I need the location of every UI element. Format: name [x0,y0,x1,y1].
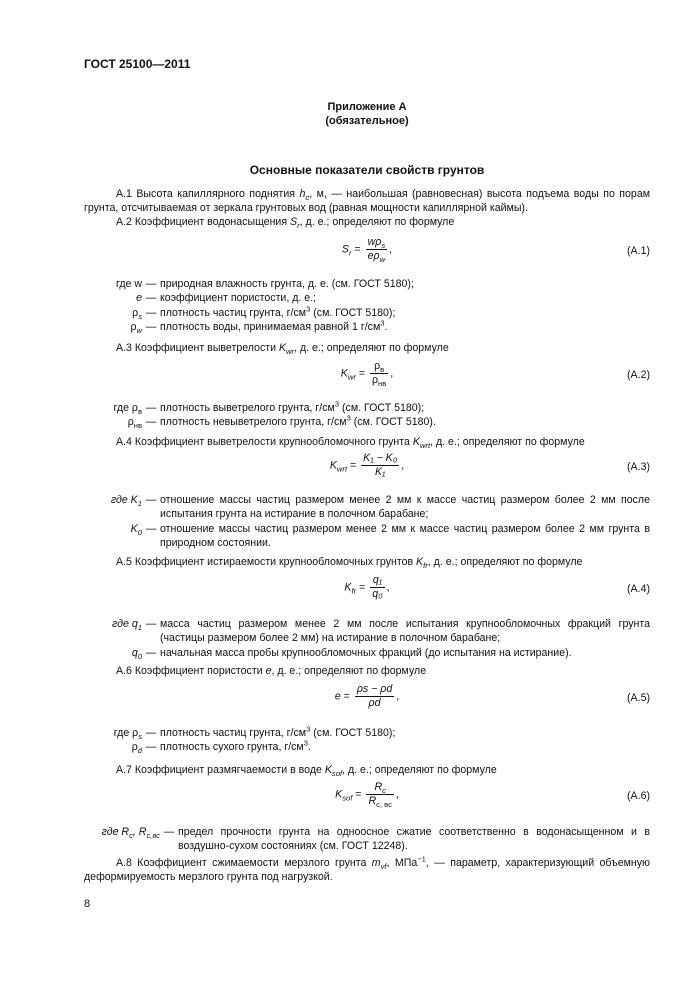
where-a2-text-3b: (см. ГОСТ 5180); [310,306,396,319]
formula-a1-eq: = [351,243,364,256]
formula-a2-denominator-sub: нв [378,379,387,389]
where-a5-sub-1: 1 [137,623,142,633]
formula-a3-number: (А.3) [627,461,650,473]
where-a7-symbol-mid: , R [132,826,147,838]
formula-a4-denominator: q₀ [372,588,383,601]
a7-symbol: K [324,764,332,776]
formula-a2-tail: , [390,367,394,380]
where-a4-row-2: $K_0$ — отношение массы частиц размером менее 2 мм к массе частиц размером более 2 мм грунта в природном состоянии. [130,522,650,550]
formula-a6-numerator-text: R [374,781,383,793]
a6-symbol: e [265,665,272,677]
where-a2-sup-3: 3 [306,304,311,314]
where-a2-symbol-4: ρ [130,321,137,334]
formula-a4-number: (А.4) [627,583,650,595]
formula-a6-number: (А.6) [627,790,650,802]
document-id: ГОСТ 25100—2011 [84,57,191,71]
formula-a6-fraction [366,781,393,808]
where-a4 [84,493,650,551]
formula-a4-tail: , [386,581,390,594]
formula-a3-fraction [361,452,399,479]
formula-a1-denominator-sub: w [379,255,386,265]
a4-text-2: , д. е.; определяют по формуле [430,436,585,448]
a6-text-2: , д. е.; определяют по формуле [271,665,427,677]
where-a6-text-2: плотность сухого грунта, г/см [160,741,304,754]
a3-text-1: А.3 Коэффициент выветрелости [116,342,279,354]
formula-a3 [84,452,650,482]
a1-text-2: , м, — наибольшая (равновесная) высота подъема воды по порам грунта, отсчитываемая от зеркала грунтовых вод (равная мощности капиллярной каймы). [84,188,650,215]
where-a4-text-1: отношение массы частиц размером менее 2 мм к массе частиц размером более 2 мм после испытания грунта на истирание в полочном барабане; [160,494,650,521]
formula-a6-denominator-sub: c, вс [376,800,392,810]
where-a6-text-2b: . [307,741,311,754]
where-a2-text-4b: . [384,321,388,334]
where-a7-sub-1: c [129,831,133,841]
formula-a2-lhs-sub: wr [347,372,356,382]
formula-a4 [84,574,650,604]
where-a3-symbol-1: где ρ [113,402,138,414]
a2-text-1: А.2 Коэффициент водонасыщения [116,216,291,228]
formula-a1-denominator [366,250,388,263]
where-a2-sub-3: s [138,311,142,321]
a8-text-3: , — параметр, характеризующий объемную деформируемость мерзлого грунта под нагрузкой. [84,857,650,884]
formula-a4-eq: = [356,581,369,594]
where-a2-row-2: e — коэффициент пористости, д. е.; [84,291,650,305]
a2-symbol-sub: r [297,221,300,231]
a5-text-1: А.5 Коэффициент истираемости крупнообломочных грунтов [116,556,417,568]
formula-a2-number: (А.2) [627,369,650,381]
where-a2-text-3: плотность частиц грунта, г/см [160,306,307,319]
where-a4-symbol-1: где K [110,494,138,506]
formula-a5-eq: = [340,690,353,703]
formula-a6-numerator-sub: c [382,786,386,796]
where-a2-text-1: природная влажность грунта, д. е. (см. ГОСТ 5180); [160,278,414,290]
where-a6-sub-2: d [137,746,142,756]
formula-a6-denominator [366,795,393,808]
formula-a5-number: (А.5) [627,692,650,704]
formula-a1 [84,236,650,266]
formula-a2-lhs: K [340,367,348,380]
a3-text-2: , д. е.; определяют по формуле [294,342,449,354]
where-a3-text-1b: (см. ГОСТ 5180); [339,402,425,414]
formula-a2-denominator-text: ρ [371,374,378,387]
where-a2-symbol-2: e [136,292,142,305]
formula-a1-numerator [366,236,388,250]
where-a7 [84,825,650,854]
formula-a1-numerator-text: wρ [367,236,382,248]
formula-a1-tail: , [389,243,393,256]
a8-text-2: , МПа [386,857,418,869]
a2-text-2: , д. е.; определяют по формуле [299,216,455,228]
where-a3-row-2: $\rho_{нв}$ — плотность невыветрелого грунта, $г/см^3$ (см. ГОСТ 5180). [127,413,436,431]
formula-a1-denominator-text: eρ [367,250,380,263]
where-a2-symbol-1: где w [115,278,142,290]
a6-text-1: А.6 Коэффициент пористости [116,665,266,677]
a5-symbol: K [416,556,424,568]
where-a7-sub-2: c,вс [146,831,160,841]
formula-a6-denominator-text: R [368,795,377,808]
formula-a6-eq: = [352,788,365,801]
where-a5-sub-2: 0 [137,651,142,661]
formula-a5-denominator: ρd [368,697,381,710]
formula-a2-denominator [370,374,388,387]
paragraph-a4 [84,435,650,449]
where-a6-sub-1: s [138,732,142,742]
a7-text-2: , д. е.; определяют по формуле [342,764,497,776]
where-a4-row-1: где $K_1$ — отношение массы частиц размером менее 2 мм к массе частиц размером более 2 мм после испытания грунта на истирание в полочном барабане; [110,494,650,521]
where-a5-row-1: где $q_1$ — масса частиц размером менее 2 мм после испытания крупнообломочных фракций грунта (частицы размером более 2 мм) на истирание в полочном барабане; [112,618,650,645]
section-title: Основные показатели свойств грунтов [249,163,485,177]
where-a6-row-2: $\rho_d$ — плотность сухого грунта, $г/см^3$. [131,738,311,756]
formula-a3-eq: = [347,459,360,472]
a4-symbol: K [412,436,420,448]
a1-text-1: А.1 Высота капиллярного поднятия [116,188,300,200]
where-a2-symbol-3: ρ [132,306,139,319]
formula-a6 [84,781,650,811]
a8-symbol-sub: vf [380,862,387,872]
where-a5-row-2: $q_0$ — начальная масса пробы крупнообломочных фракций (до испытания на истирание). [84,646,650,660]
where-a3-sup-1: 3 [334,399,340,409]
where-a2-sub-4: w [136,326,142,336]
formula-a5-tail: , [396,690,400,703]
formula-a2-numerator-text: ρ [374,360,381,372]
formula-a5-lhs: e [334,690,341,703]
where-a7-symbol: где R [101,826,130,838]
where-a4-sub-1: 1 [137,499,142,509]
where-a4-symbol-2: K [130,522,138,535]
where-a2-text-2: коэффициент пористости, д. е.; [160,292,317,305]
formula-a2-numerator [370,360,388,374]
paragraph-a3 [84,341,650,355]
where-a2 [84,277,650,335]
formula-a1-lhs-sub: r [348,248,352,258]
formula-a5 [84,683,650,713]
a8-sup: −1 [417,854,426,864]
where-a5-symbol-1: где q [112,618,138,630]
a5-text-2: , д. е.; определяют по формуле [427,556,583,568]
formula-a5-fraction [355,683,394,710]
where-a3-sub-2: нв [133,421,142,431]
a4-text-1: А.4 Коэффициент выветрелости крупнообломочного грунта [116,436,413,448]
where-a2-text-4: плотность воды, принимаемая равной 1 г/см [160,321,381,334]
where-a6-sup-1: 3 [306,724,311,734]
where-a6-text-1b: (см. ГОСТ 5180); [310,727,396,739]
where-a3-symbol-2: ρ [127,416,134,429]
a8-symbol: m [371,857,381,869]
formula-a2-eq: = [355,367,368,380]
formula-a2-numerator-sub: в [380,365,385,375]
a5-symbol-sub: fr [423,561,428,571]
where-a5-text-1: масса частиц размером менее 2 мм после испытания крупнообломочных фракций грунта (частицы размером более 2 мм) на истирание в полочном барабане; [160,618,650,645]
where-a3-sup-2: 3 [346,413,351,423]
where-a5-text-2: начальная масса пробы крупнообломочных фракций (до испытания на истирание). [160,646,572,659]
formula-a4-lhs-sub: fr [351,586,357,596]
formula-a3-lhs-sub: wrt [336,464,348,474]
a1-symbol: h [299,188,306,200]
where-a2-row-4: $\rho_w$ — плотность воды, принимаемая равной 1 $г/см^3$. [130,318,388,336]
formula-a6-lhs: K [335,788,343,801]
formula-a6-lhs-sub: sof [342,793,353,803]
appendix-status: (обязательное) [325,115,409,127]
page-number: 8 [84,898,91,910]
formula-a1-fraction [366,236,388,263]
a1-symbol-sub: c [305,193,310,203]
formula-a3-tail: , [401,459,405,472]
formula-a4-fraction [370,574,384,601]
where-a6 [84,726,650,755]
formula-a1-lhs: S [341,243,349,256]
formula-a2 [84,360,650,390]
where-a2-sup-4: 3 [380,318,385,328]
where-a5-symbol-2: q [131,646,138,659]
a4-symbol-sub: wrt [419,441,431,451]
formula-a3-numerator: K₁ − K₀ [361,452,399,466]
a3-symbol-sub: wr [286,347,295,357]
where-a3-row-1: где $\rho_в$ — плотность выветрелого грунта, $г/см^3$ (см. ГОСТ 5180); [113,399,425,417]
where-a3 [84,401,650,430]
where-a7-text: предел прочности грунта на одноосное сжатие соответственно в водонасыщенном и в воздушно-сухом состояниях (см. ГОСТ 12248). [178,826,650,853]
a3-symbol: K [278,342,287,354]
formula-a3-lhs: K [329,459,337,472]
paragraph-a5 [84,555,650,569]
formula-a6-numerator [366,781,393,795]
where-a2-row-3: $\rho_s$ — плотность частиц грунта, $г/см^3$ (см. ГОСТ 5180); [132,304,396,321]
where-a6-text-1: плотность частиц грунта, г/см [160,727,307,739]
where-a3-text-2: плотность невыветрелого грунта, г/см [160,416,347,429]
formula-a4-numerator: q₁ [370,574,384,588]
formula-a5-numerator: ρs − ρd [355,683,394,697]
paragraph-a6 [84,664,650,678]
where-a3-text-2b: (см. ГОСТ 5180). [350,416,436,429]
where-a6-symbol-1: где ρ [113,727,139,739]
a2-symbol: S [290,216,298,228]
paragraph-a7 [84,763,650,777]
formula-a3-denominator: K₁ [374,466,386,479]
where-a6-symbol-2: ρ [131,741,138,754]
where-a4-sub-2: 0 [137,527,142,537]
where-a7-row-1: где $R_c$, $R_{c,вс}$ — предел прочности грунта на одноосное сжатие соответственно в водонасыщенном и в воздушно-сухом состояниях (см. ГОСТ 12248). [101,826,650,853]
paragraph-a8 [84,856,650,885]
where-a3-text-1: плотность выветрелого грунта, г/см [160,402,335,414]
paragraph-a1 [84,187,650,216]
formula-a4-lhs: K [344,581,352,594]
appendix-title: Приложение А [327,101,407,113]
formula-a1-number: (А.1) [627,245,650,257]
where-a5 [84,617,650,660]
where-a3-sub-1: в [137,407,142,417]
a8-text-1: А.8 Коэффициент сжимаемости мерзлого грунта [116,857,372,869]
formula-a6-tail: , [395,788,399,801]
paragraph-a2 [84,215,650,229]
where-a4-text-2: отношение массы частиц размером менее 2 мм к массе частиц размером более 2 мм грунта в природном состоянии. [160,522,650,550]
where-a6-row-1: где $\rho_s$ — плотность частиц грунта, $г/см^3$ (см. ГОСТ 5180); [113,724,396,742]
a7-symbol-sub: sof [331,769,343,779]
where-a2-row-1: где w — природная влажность грунта, д. е. (см. ГОСТ 5180); [84,277,650,291]
formula-a1-numerator-sub: s [381,241,386,251]
where-a6-sup-2: 3 [303,738,308,748]
formula-a2-fraction [370,360,388,387]
a7-text-1: А.7 Коэффициент размягчаемости в воде [116,764,325,776]
